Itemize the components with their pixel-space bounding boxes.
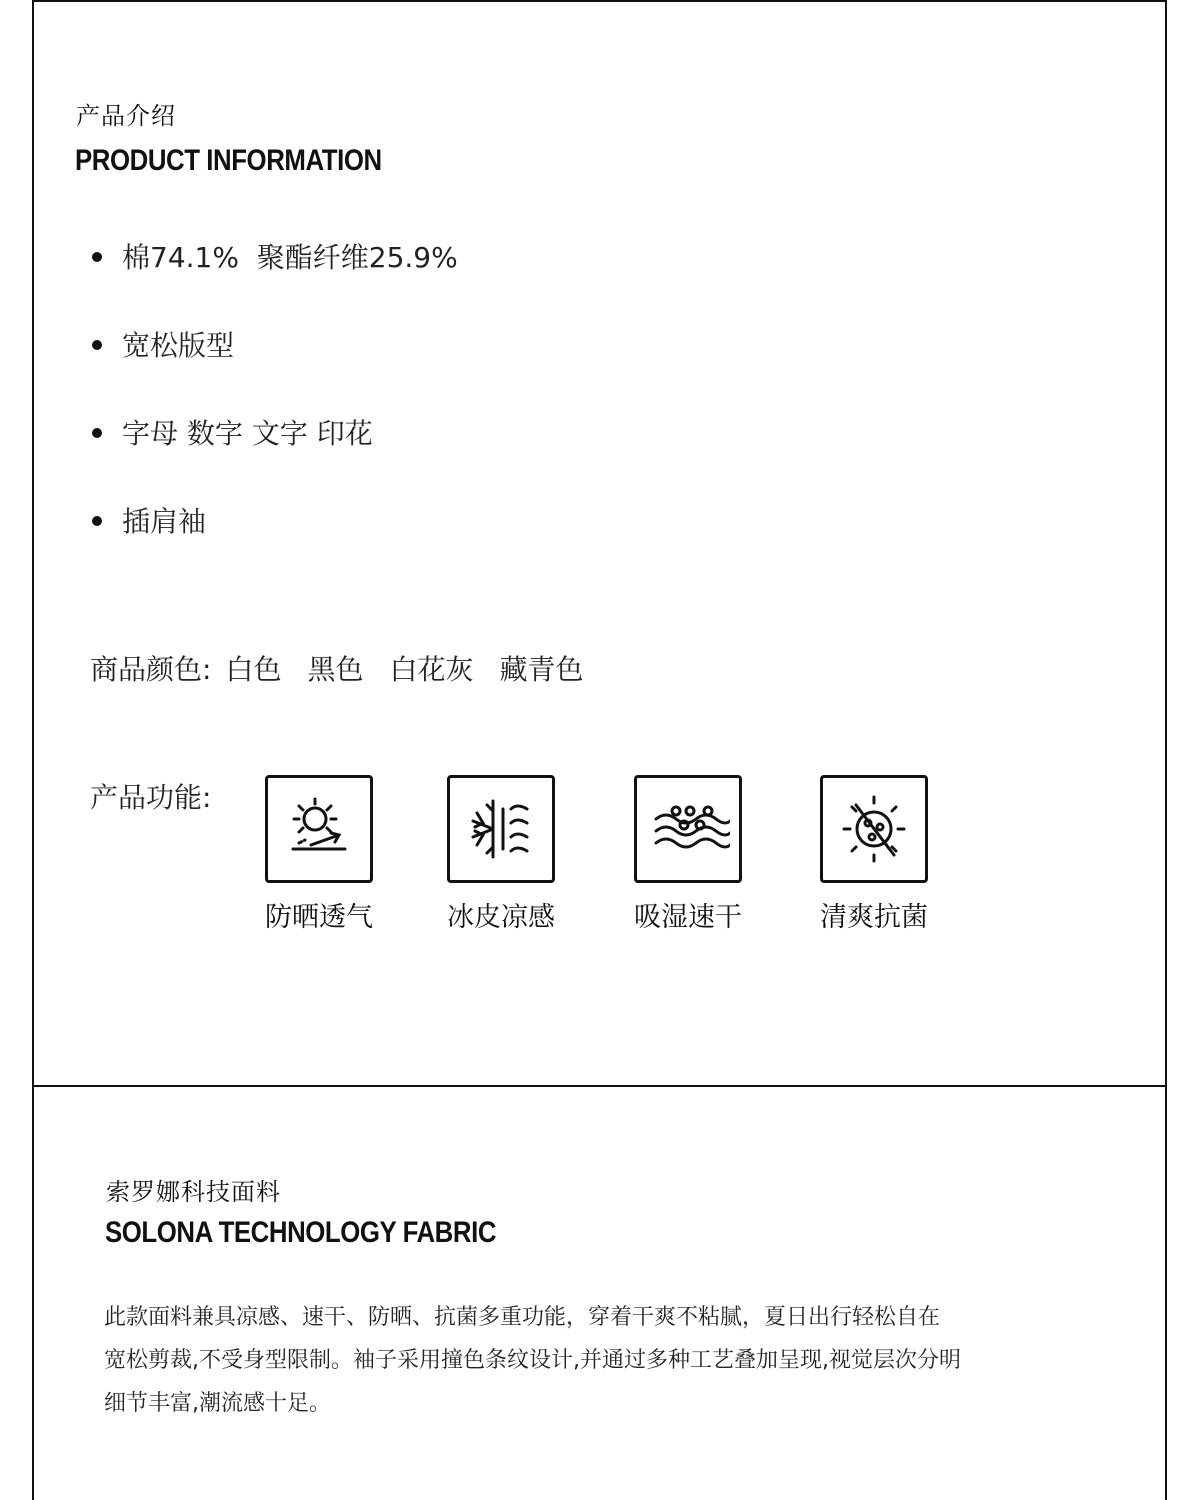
function-name: 冰皮凉感: [447, 902, 555, 933]
section-title-en: PRODUCT INFORMATION: [75, 144, 382, 177]
product-feature-list: [92, 236, 458, 588]
function-name: 防晒透气: [265, 902, 373, 933]
feature-text: 宽松版型: [122, 329, 235, 362]
bullet-dot: [92, 252, 102, 262]
sun-protection-icon: [265, 775, 373, 883]
color-option: 白色: [225, 653, 282, 686]
description-line: 宽松剪裁,不受身型限制。袖子采用撞色条纹设计,并通过多种工艺叠加呈现,视觉层次分明: [104, 1348, 961, 1373]
bullet-dot: [92, 428, 102, 438]
snowflake-cooling-icon: [447, 775, 555, 883]
description-line: 细节丰富,潮流感十足。: [104, 1391, 331, 1416]
list-item: [92, 412, 458, 500]
bullet-dot: [92, 340, 102, 350]
fabric-title-en: SOLONA TECHNOLOGY FABRIC: [105, 1216, 497, 1249]
feature-text: 字母 数字 文字 印花: [122, 417, 373, 450]
function-item: [632, 775, 744, 934]
list-item: [92, 324, 458, 412]
feature-text: 棉74.1% 聚酯纤维25.9%: [122, 241, 458, 274]
product-colors: [90, 648, 610, 688]
colors-label: 商品颜色:: [90, 653, 212, 686]
color-option: 黑色: [307, 653, 364, 686]
antibacterial-icon: [820, 775, 928, 883]
fabric-description: [104, 1296, 1084, 1425]
moisture-wicking-icon: [634, 775, 742, 883]
bullet-dot: [92, 516, 102, 526]
fabric-title-cn: 索罗娜科技面料: [106, 1178, 281, 1206]
color-option: 藏青色: [499, 653, 584, 686]
feature-text: 插肩袖: [122, 505, 207, 538]
function-item: [263, 775, 375, 934]
description-line: 此款面料兼具凉感、速干、防晒、抗菌多重功能，穿着干爽不粘腻，夏日出行轻松自在: [104, 1305, 941, 1330]
color-option: 白花灰: [389, 653, 474, 686]
fabric-panel: [32, 1087, 1167, 1500]
section-title-cn: 产品介绍: [76, 102, 176, 130]
functions-label: 产品功能:: [90, 781, 212, 814]
function-name: 吸湿速干: [634, 902, 742, 933]
function-item: [818, 775, 930, 934]
function-item: [445, 775, 557, 934]
list-item: [92, 236, 458, 324]
function-name: 清爽抗菌: [820, 902, 928, 933]
list-item: [92, 500, 458, 588]
